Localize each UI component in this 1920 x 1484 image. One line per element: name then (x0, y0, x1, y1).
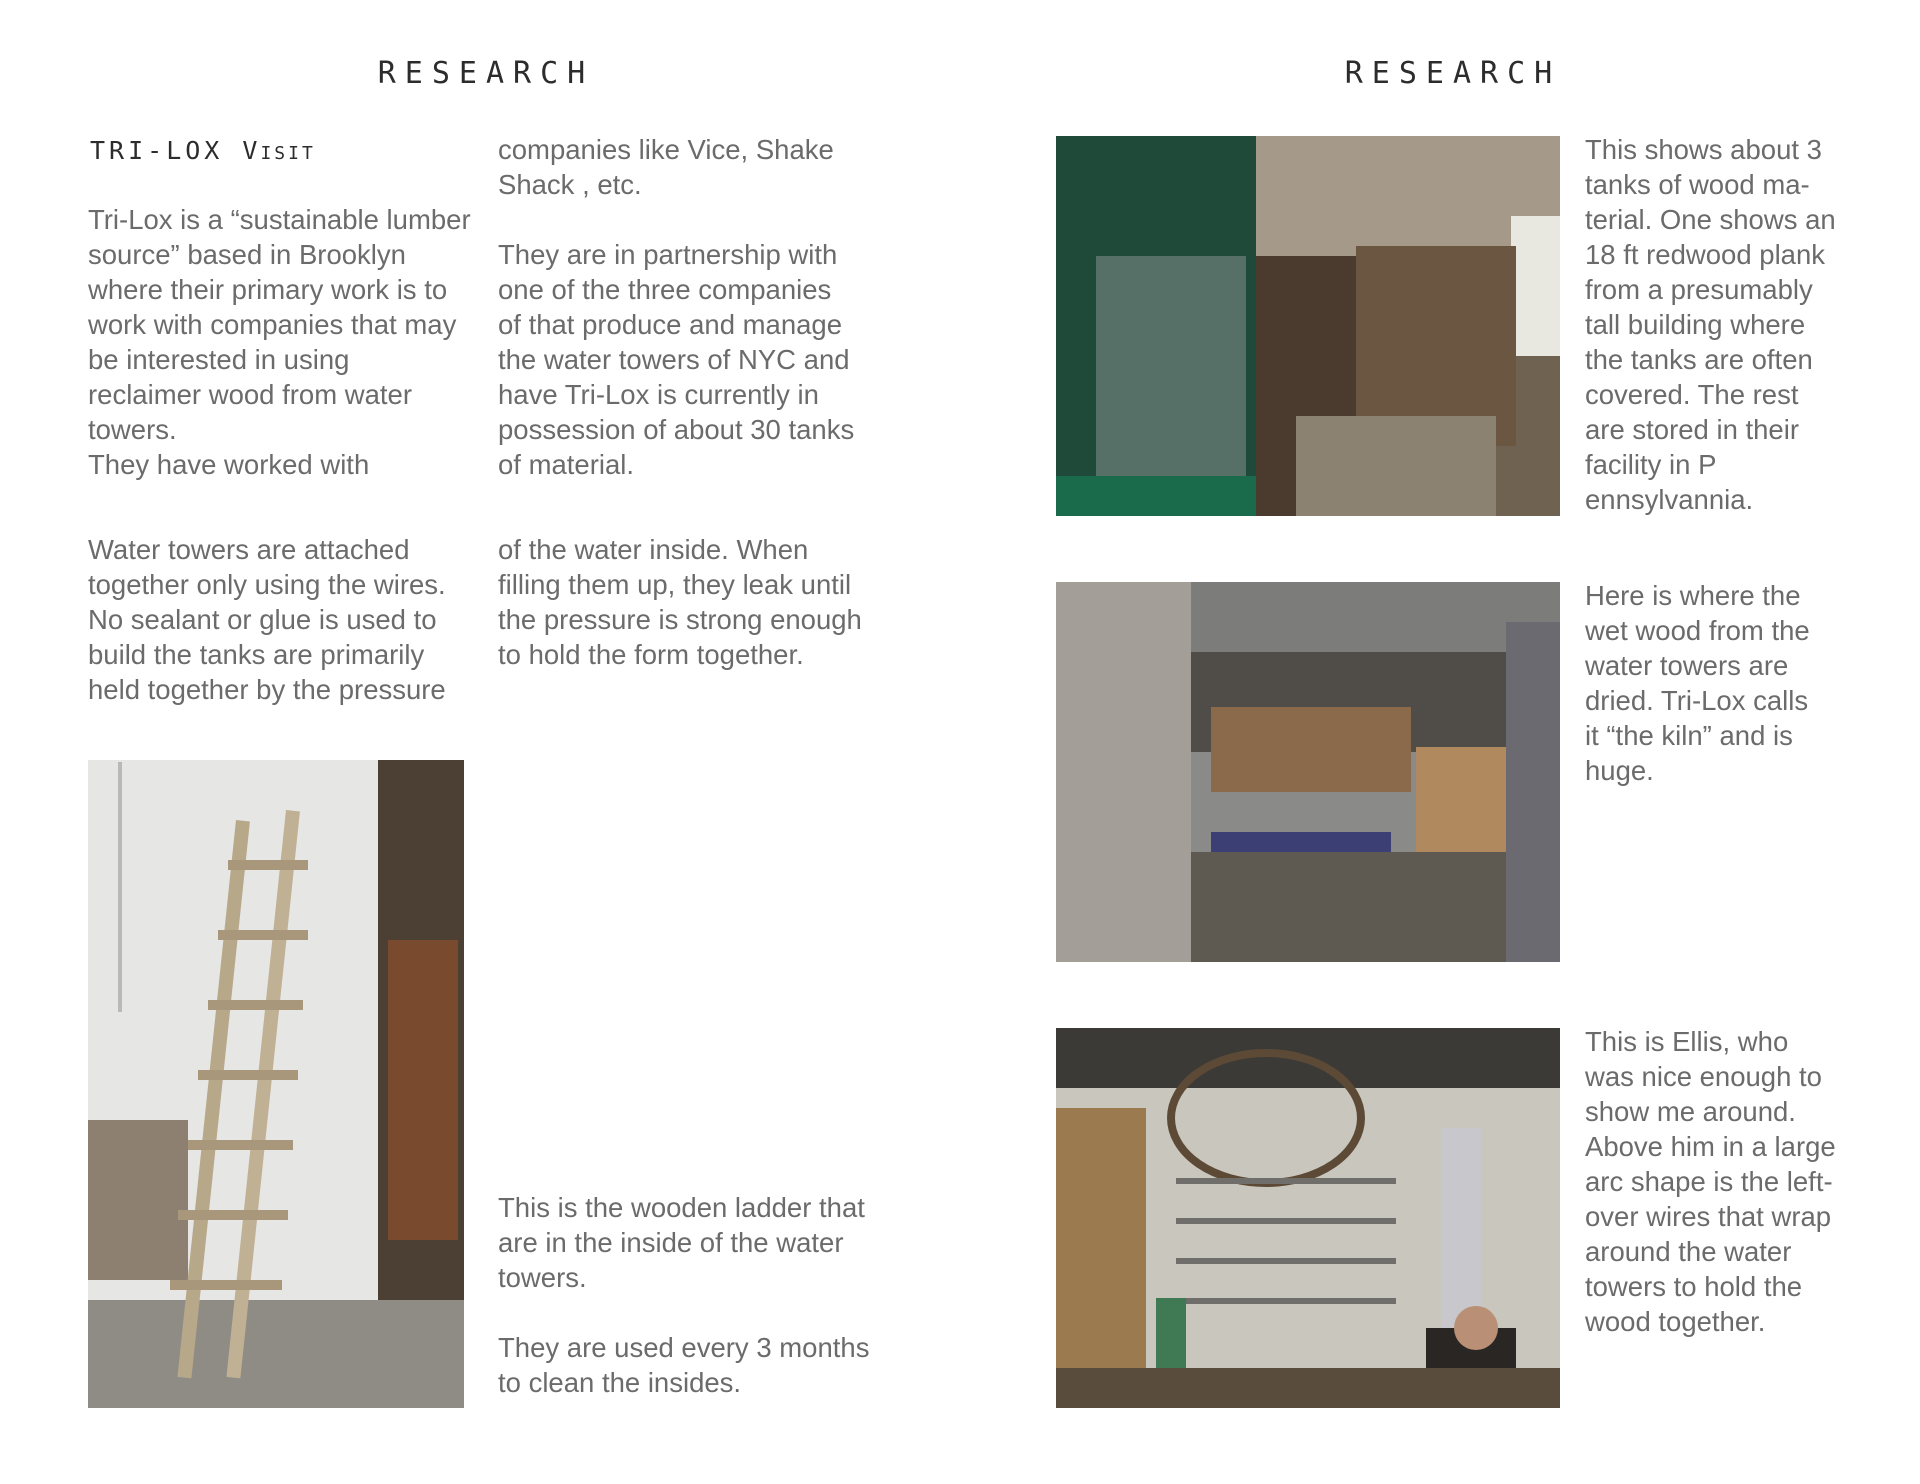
construction-paragraph-col2: of the water inside. When filling them up, they leak until the pressure is strong enough to hold the form together. (498, 534, 862, 670)
kiln-photo (1056, 582, 1560, 962)
ladder-caption: This is the wooden ladder that are in the inside of the water towers. They are used every 3 months to clean the insides. (498, 1192, 870, 1398)
intro-paragraph-col1: Tri-Lox is a “sustainable lumber source” based in Brooklyn where their primary work is to work with companies that may be interested in using reclaimer wood from water towers. They have worked with (88, 204, 471, 480)
right-page-title: RESEARCH (1344, 56, 1562, 91)
wood-storage-photo (1056, 136, 1560, 516)
left-page-title: RESEARCH (377, 56, 595, 91)
subhead-prefix: TRI-LOX (90, 136, 224, 165)
workshop-photo (1056, 1028, 1560, 1408)
ladder-photo (88, 760, 464, 1408)
section-subheading (90, 136, 316, 165)
kiln-caption: Here is where the wet wood from the water towers are dried. Tri-Lox calls it “the kiln” and is huge. (1585, 580, 1810, 786)
storage-caption: This shows about 3 tanks of wood ma- terial. One shows an 18 ft redwood plank from a presumably tall building where the tanks are often covered. The rest are stored in their facility in P ennsylvannia. (1585, 134, 1836, 515)
intro-paragraph-col2: companies like Vice, Shake Shack , etc. They are in partnership with one of the three companies of that produce and manage the water towers of NYC and have Tri-Lox is currently in possession of about 30 tanks of material. (498, 134, 855, 480)
workshop-caption: This is Ellis, who was nice enough to show me around. Above him in a large arc shape is the left- over wires that wrap around the water towers to hold the wood together. (1585, 1026, 1836, 1337)
subhead-suffix: Visit (242, 136, 316, 165)
construction-paragraph-col1: Water towers are attached together only using the wires. No sealant or glue is used to build the tanks are primarily held together by the pressure (88, 534, 446, 705)
